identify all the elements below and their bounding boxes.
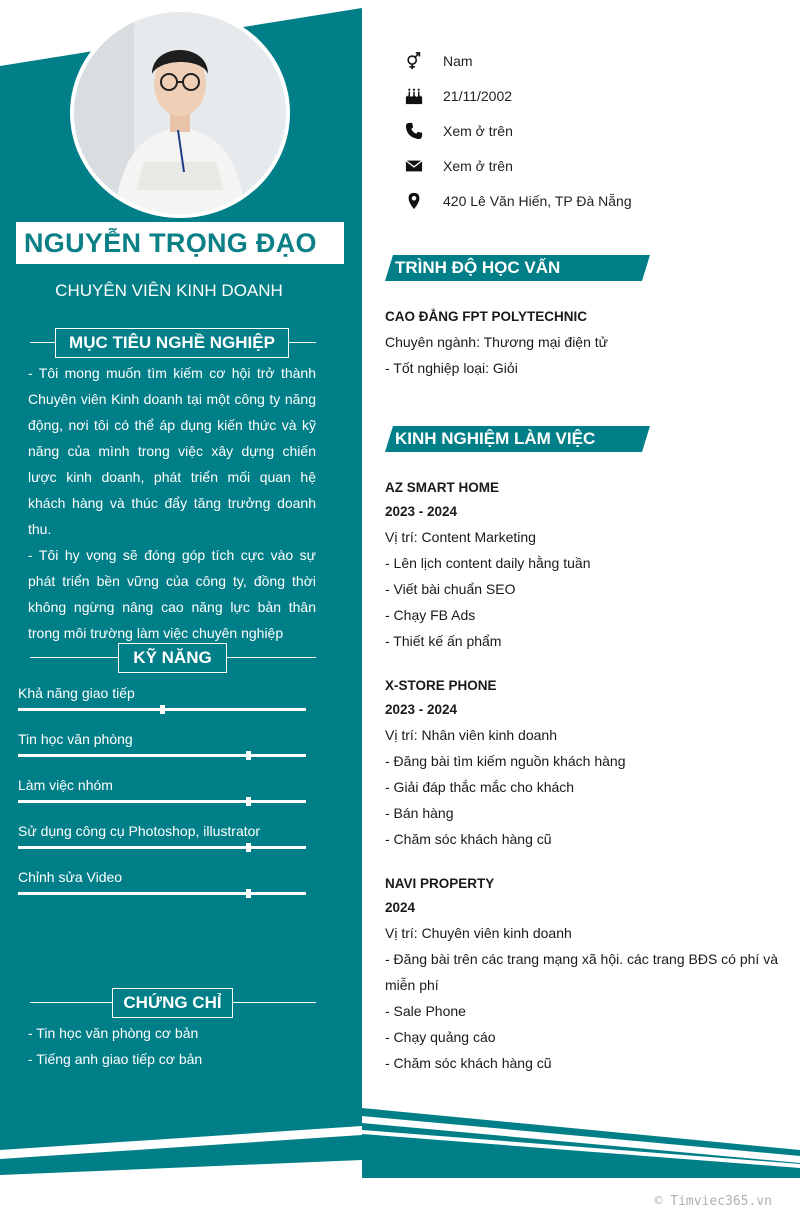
job-position: Vị trí: Content Marketing — [385, 529, 536, 545]
skill-label: Khả năng giao tiếp — [18, 685, 135, 701]
skill-knob — [160, 705, 165, 714]
avatar — [70, 8, 290, 218]
contact-text: Xem ở trên — [443, 123, 513, 139]
objective-paragraph-1: - Tôi mong muốn tìm kiếm cơ hội trở thành Chuyên viên Kinh doanh tại một công ty năng động, nơi tôi có thể áp dụng kiến thức và kỹ năng của mình trong việc xây dựng chiến lược kinh doanh, phát triển mối quan hệ khách hàng và thúc đẩy tăng trưởng doanh thu. — [28, 365, 316, 537]
job-task: - Giải đáp thắc mắc cho khách — [385, 779, 575, 795]
job-title: CHUYÊN VIÊN KINH DOANH — [55, 281, 283, 300]
job-task: - Chăm sóc khách hàng cũ — [385, 831, 552, 847]
job-period: 2023 - 2024 — [385, 504, 458, 519]
certificate-item: - Tin học văn phòng cơ bản — [28, 1025, 199, 1041]
phone-icon — [400, 121, 428, 141]
skill-bar — [18, 800, 306, 803]
skill-knob — [246, 797, 251, 806]
contact-text: 21/11/2002 — [443, 88, 513, 104]
skill-knob — [246, 751, 251, 760]
skill-bar — [18, 708, 306, 711]
job-task: - Chăm sóc khách hàng cũ — [385, 1055, 552, 1071]
education-heading-text: TRÌNH ĐỘ HỌC VẤN — [395, 258, 561, 277]
job-period: 2023 - 2024 — [385, 702, 458, 717]
skill-label: Làm việc nhóm — [18, 777, 113, 793]
experience-heading-text: KINH NGHIỆM LÀM VIỆC — [395, 429, 596, 448]
full-name: NGUYỄN TRỌNG ĐẠO — [24, 227, 317, 258]
contact-birthday — [400, 84, 512, 108]
contact-address — [400, 189, 632, 213]
job-task: - Lên lịch content daily hằng tuần — [385, 555, 591, 571]
job-company: X-STORE PHONE — [385, 678, 497, 693]
job-task: - Bán hàng — [385, 805, 454, 821]
job-task: miễn phí — [385, 977, 439, 993]
skill-label: Chỉnh sửa Video — [18, 869, 123, 885]
contact-email — [400, 154, 513, 178]
objective-paragraph-2: - Tôi hy vọng sẽ đóng góp tích cực vào sự phát triển bền vững của công ty, đồng thời không ngừng nâng cao năng lực bản thân trong môi trường làm việc chuyên nghiệp — [28, 547, 316, 641]
skills-heading: KỸ NĂNG — [118, 643, 227, 673]
portrait-illustration — [74, 12, 286, 214]
job-period: 2024 — [385, 900, 416, 915]
job-task: - Chạy FB Ads — [385, 607, 476, 623]
skill-bar — [18, 754, 306, 757]
contact-text: Nam — [443, 53, 473, 69]
job-position: Vị trí: Chuyên viên kinh doanh — [385, 925, 572, 941]
envelope-icon — [400, 156, 428, 176]
job-task: - Viết bài chuẩn SEO — [385, 581, 516, 597]
contact-gender — [400, 49, 473, 73]
job-task: - Thiết kế ấn phẩm — [385, 633, 502, 649]
education-grade: - Tốt nghiệp loại: Giỏi — [385, 360, 518, 376]
contact-text: 420 Lê Văn Hiến, TP Đà Nẵng — [443, 193, 632, 209]
gender-icon — [400, 51, 428, 71]
education-heading — [385, 255, 650, 281]
job-task: - Đăng bài tìm kiếm nguồn khách hàng — [385, 753, 626, 769]
job-company: NAVI PROPERTY — [385, 876, 495, 891]
experience-heading — [385, 426, 650, 452]
job-company: AZ SMART HOME — [385, 480, 499, 495]
skill-bar — [18, 846, 306, 849]
certificates-heading: CHỨNG CHỈ — [112, 988, 233, 1018]
skill-bar — [18, 892, 306, 895]
education-major: Chuyên ngành: Thương mại điện tử — [385, 334, 609, 350]
name-box — [16, 222, 344, 264]
contact-text: Xem ở trên — [443, 158, 513, 174]
skill-knob — [246, 889, 251, 898]
location-icon — [400, 191, 428, 211]
birthday-cake-icon — [400, 86, 428, 106]
job-task: - Chạy quảng cáo — [385, 1029, 496, 1045]
job-task: - Đăng bài trên các trang mạng xã hội. các trang BĐS có phí và — [385, 951, 778, 967]
education-school: CAO ĐẲNG FPT POLYTECHNIC — [385, 309, 588, 324]
job-position: Vị trí: Nhân viên kinh doanh — [385, 727, 557, 743]
skill-label: Tin học văn phòng — [18, 731, 133, 747]
objective-text — [28, 360, 316, 646]
objective-heading: MỤC TIÊU NGHỀ NGHIỆP — [55, 328, 289, 358]
contact-phone — [400, 119, 513, 143]
certificate-item: - Tiếng anh giao tiếp cơ bản — [28, 1051, 203, 1067]
skill-knob — [246, 843, 251, 852]
skill-label: Sử dụng công cụ Photoshop, illustrator — [18, 823, 261, 839]
footer-watermark: © Timviec365.vn — [654, 1194, 772, 1209]
job-task: - Sale Phone — [385, 1003, 466, 1019]
